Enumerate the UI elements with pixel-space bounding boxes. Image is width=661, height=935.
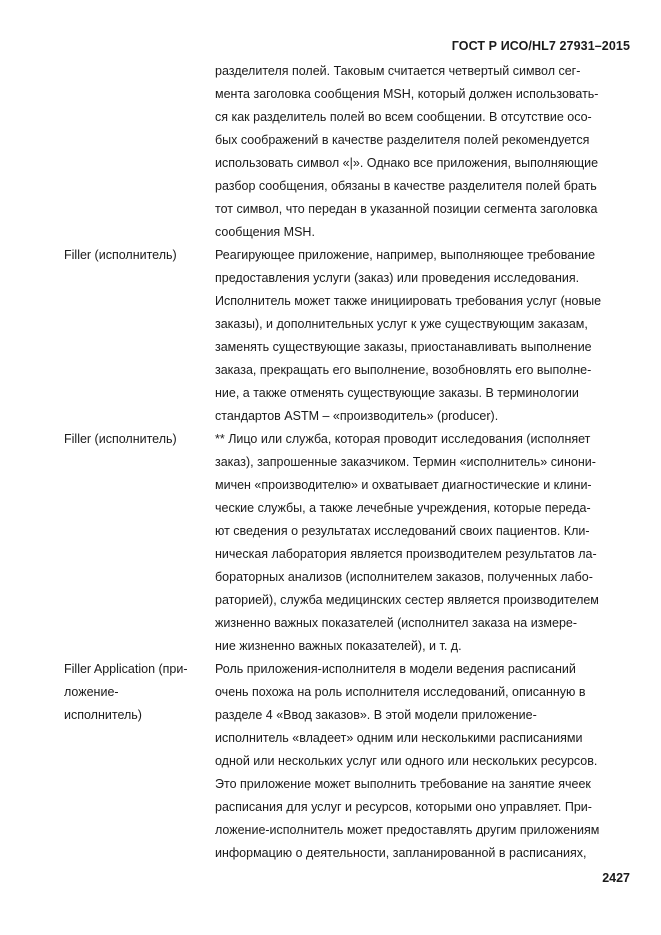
term-line: Filler Application (при- — [64, 662, 188, 676]
definition-line: Роль приложения-исполнителя в модели ведения расписаний — [215, 662, 576, 676]
definition-line: расписания для услуг и ресурсов, которыми оно управляет. При- — [215, 800, 592, 814]
definition-line: мичен «производителю» и охватывает диагностические и клини- — [215, 478, 592, 492]
definition-line: одной или нескольких услуг или одного или нескольких ресурсов. — [215, 754, 598, 768]
document-standard-header: ГОСТ Р ИСО/HL7 27931–2015 — [451, 39, 630, 53]
term-line: Filler (исполнитель) — [64, 432, 177, 446]
definition-line: использовать символ «|». Однако все приложения, выполняющие — [215, 156, 599, 170]
definition-line: заменять существующие заказы, приостанавливать выполнение — [215, 340, 592, 354]
definition-line: ние жизненно важных показателей), и т. д. — [215, 639, 462, 653]
definition-line: разделителя полей. Таковым считается четвертый символ сег- — [215, 64, 581, 78]
definition-line: ложение-исполнитель может предоставлять другим приложениям — [215, 823, 600, 837]
definition-line: Реагирующее приложение, например, выполняющее требование — [215, 248, 596, 262]
definition-line: ют сведения о результатах исследований своих пациентов. Кли- — [215, 524, 590, 538]
definition-line: ся как разделитель полей во всем сообщении. В отсутствие осо- — [215, 110, 592, 124]
term-line: исполнитель) — [64, 708, 142, 722]
definition-line: мента заголовка сообщения MSH, который должен использовать- — [215, 87, 599, 101]
definition-line: разбор сообщения, обязаны в качестве разделителя полей брать — [215, 179, 597, 193]
glossary-term-filler-application — [64, 658, 204, 727]
definition-line: заказ), запрошенные заказчиком. Термин «исполнитель» синони- — [215, 455, 596, 469]
definition-line: жизненно важных показателей (исполнител заказа на измере- — [215, 616, 578, 630]
definition-line: заказы), и дополнительных услуг к уже существующим заказам, — [215, 317, 588, 331]
definition-line: раторией), служба медицинских сестер является производителем — [215, 593, 599, 607]
definition-line: стандартов ASTM – «производитель» (producer). — [215, 409, 499, 423]
definition-line: предоставления услуги (заказ) или проведения исследования. — [215, 271, 580, 285]
page-number: 2427 — [602, 871, 630, 885]
definition-line: тот символ, что передан в указанной позиции сегмента заголовка — [215, 202, 598, 216]
definition-line: ческие службы, а также лечебные учреждения, которые переда- — [215, 501, 591, 515]
definition-line: бораторных анализов (исполнителем заказов, полученных лабо- — [215, 570, 593, 584]
glossary-term-filler — [64, 244, 204, 267]
definition-filler-application-scheduling — [215, 658, 627, 865]
term-line: Filler (исполнитель) — [64, 248, 177, 262]
glossary-term-filler-2 — [64, 428, 204, 451]
definition-line: заказа, прекращать его выполнение, возобновлять его выполне- — [215, 363, 592, 377]
definition-line: Это приложение может выполнить требование на занятие ячеек — [215, 777, 591, 791]
definition-line: очень похожа на роль исполнителя исследований, описанную в — [215, 685, 586, 699]
term-line: ложение- — [64, 685, 119, 699]
definition-line: исполнитель «владеет» одним или несколькими расписаниями — [215, 731, 583, 745]
definition-continuation — [215, 60, 627, 244]
definition-line: ние, а также отменять существующие заказы. В терминологии — [215, 386, 579, 400]
definition-filler-application — [215, 244, 627, 428]
definition-line: ническая лаборатория является производителем результатов ла- — [215, 547, 597, 561]
definition-line: Исполнитель может также инициировать требования услуг (новые — [215, 294, 602, 308]
definition-filler-service — [215, 428, 627, 658]
definition-line: сообщения MSH. — [215, 225, 315, 239]
definition-line: ** Лицо или служба, которая проводит исследования (исполняет — [215, 432, 591, 446]
definition-line: разделе 4 «Ввод заказов». В этой модели приложение- — [215, 708, 537, 722]
definition-line: информацию о деятельности, запланированной в расписаниях, — [215, 846, 587, 860]
definition-line: бых соображений в качестве разделителя полей рекомендуется — [215, 133, 590, 147]
